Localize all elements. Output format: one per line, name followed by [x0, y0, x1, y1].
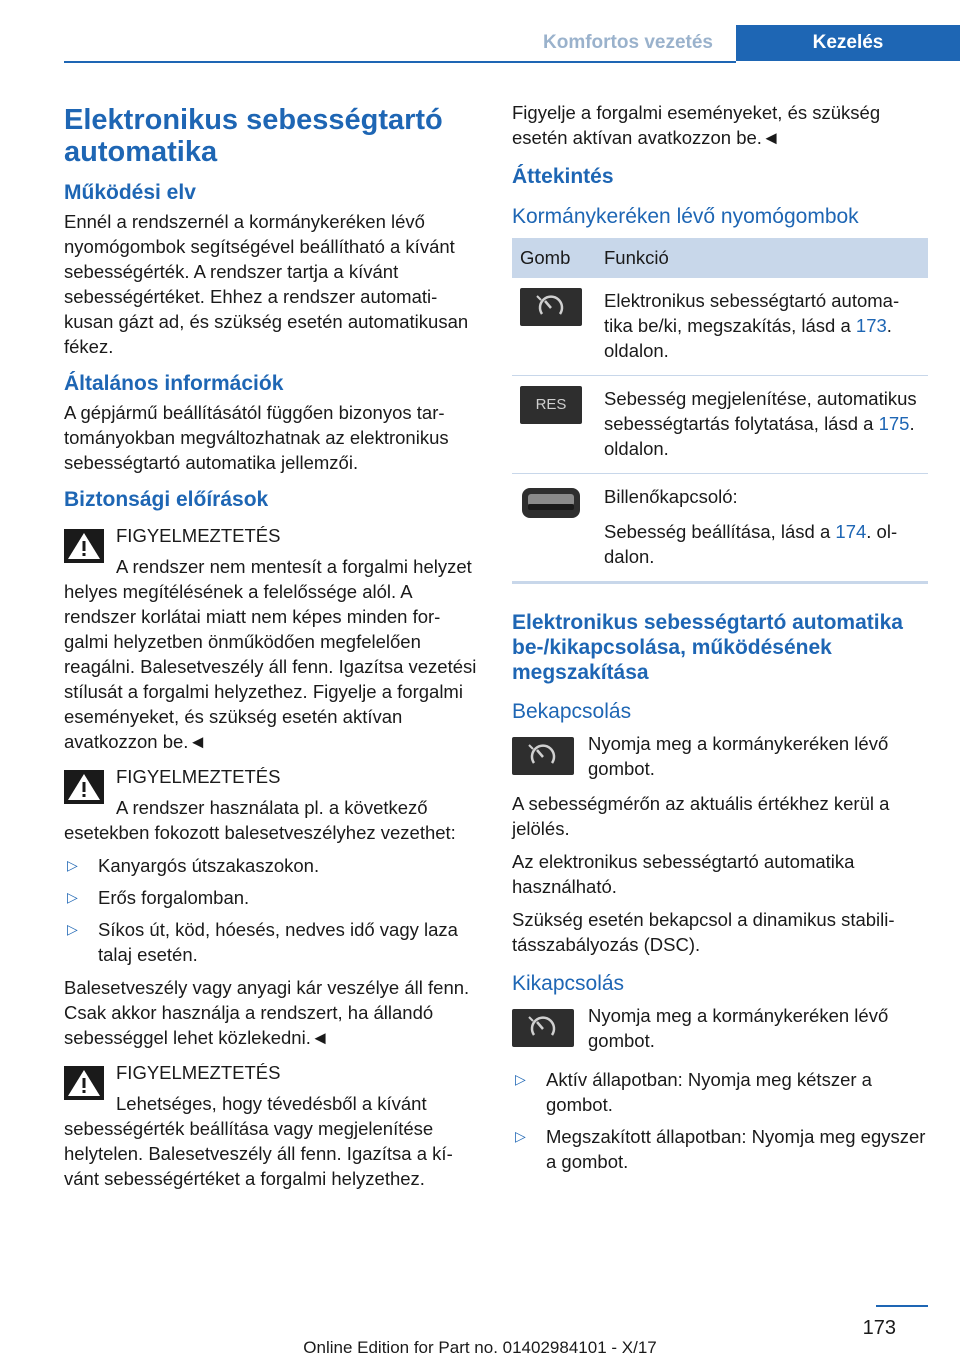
- page-ref-link[interactable]: 173: [855, 315, 887, 336]
- warning-title: FIGYELMEZTETÉS: [116, 766, 281, 787]
- on-instruction-text: Nyomja meg a kormánykeréken lévő gombot.: [588, 733, 889, 779]
- off-instruction-text: Nyomja meg a kormánykeréken lévő gombot.: [588, 1005, 889, 1051]
- page-number: 173: [862, 1317, 896, 1339]
- on-instruction-row: [512, 731, 928, 783]
- page-header: [0, 25, 960, 61]
- safety-heading: Biztonsági előírások: [64, 488, 269, 511]
- table-header-button: Gomb: [512, 238, 596, 278]
- edition-footer: Online Edition for Part no. 01402984101 - X/17: [303, 1338, 657, 1357]
- left-column: [64, 100, 478, 1199]
- list-item: ▷ Síkos út, köd, hóesés, nedves idő vagy laza talaj esetén.: [67, 919, 458, 965]
- rocker-switch-key-icon: [520, 484, 582, 522]
- triangle-bullet-icon: ▷: [67, 889, 78, 905]
- cruise-control-key-icon: [512, 1009, 574, 1047]
- table-row: [512, 278, 928, 376]
- hazard-conclusion: Balesetveszély vagy anyagi kár veszélye áll fenn. Csak akkor használja a rendszert, ha állandó sebességgel lehet közlekedni.◄: [64, 977, 470, 1048]
- intro-text: Figyelje a forgalmi eseményeket, és szükség esetén aktívan avatkozzon be.◄: [512, 102, 881, 148]
- principle-heading: Működési elv: [64, 181, 196, 204]
- overview-heading: Áttekintés: [512, 165, 614, 188]
- warning-block: [64, 764, 478, 845]
- triangle-bullet-icon: ▷: [67, 857, 78, 873]
- table-row: [512, 474, 928, 583]
- warning-triangle-icon: [64, 770, 104, 804]
- warning-triangle-icon: [64, 1066, 104, 1100]
- off-heading: Kikapcsolás: [512, 972, 625, 995]
- switch-heading: Elektronikus sebességtartó automatika be-/kikapcsolása, működésének megszakítása: [512, 611, 903, 684]
- principle-text: Ennél a rendszernél a kormánykeréken lévő nyomógombok segítségével beállítható a kívánt sebességérték. A rendszer tartja a kívánt sebességértéket. Ehhez a rendszer automatikusan gázt ad, és szükség esetén automatikusan fékez.: [64, 211, 469, 357]
- list-item: ▷ Aktív állapotban: Nyomja meg kétszer a gombot.: [515, 1069, 872, 1115]
- warning-triangle-icon: [64, 529, 104, 563]
- on-text: A sebességmérőn az aktuális értékhez kerül a jelölés.: [512, 793, 890, 839]
- warning-block: [64, 1060, 478, 1191]
- on-text: Az elektronikus sebességtartó automatika használható.: [512, 851, 855, 897]
- warning-text: Lehetséges, hogy tévedésből a kívánt sebességérték beállítása vagy megjelenítése helytelen. Balesetveszély áll fenn. Igazítsa a kívánt sebességértéket a forgalmi helyzethez.: [64, 1093, 453, 1189]
- warning-text: A rendszer nem mentesít a forgalmi helyzet helyes megítélésének a felelőssége alól. A rendszer korlátai miatt nem képes minden forgalmi helyzetben önműködően megfelelően reagálni. Balesetveszély áll fenn. Igazítsa vezetési stílusát a forgalmi helyzethez. Figyelje a forgalmi eseményeket, és szükség esetén aktívan avatkozzon be.◄: [64, 556, 477, 752]
- page-ref-link[interactable]: 175: [878, 413, 910, 434]
- general-text: A gépjármű beállításától függően bizonyos tartományokban megváltozhatnak az elektronikus sebességtartó automatika jellemzői.: [64, 402, 449, 473]
- warning-block: [64, 523, 478, 754]
- header-section: Komfortos vezetés: [543, 32, 713, 53]
- table-row: [512, 376, 928, 474]
- page-ref-link[interactable]: 174: [835, 521, 867, 542]
- list-item: ▷ Kanyargós útszakaszokon.: [67, 855, 320, 876]
- general-heading: Általános információk: [64, 372, 284, 395]
- function-cell: Elektronikus sebességtartó automatika be/ki, megszakítás, lásd a 173. oldalon.: [596, 278, 928, 376]
- off-list: [512, 1067, 928, 1174]
- footer-rule: [876, 1305, 928, 1307]
- on-text: Szükség esetén bekapcsol a dinamikus stabilitásszabályozás (DSC).: [512, 909, 895, 955]
- function-cell: Billenőkapcsoló: Sebesség beállítása, lásd a 174. oldalon.: [596, 474, 928, 583]
- triangle-bullet-icon: ▷: [515, 1128, 526, 1144]
- triangle-bullet-icon: ▷: [515, 1071, 526, 1087]
- cruise-control-key-icon: [520, 288, 582, 326]
- page-title: Elektronikus sebességtartó automatika: [64, 104, 443, 168]
- hazard-list: [64, 853, 478, 967]
- res-key-icon: RES: [520, 386, 582, 424]
- off-instruction-row: [512, 1003, 928, 1055]
- on-heading: Bekapcsolás: [512, 700, 632, 723]
- function-cell: Sebesség megjelenítése, automatikus sebességtartás folytatása, lásd a 175. oldalon.: [596, 376, 928, 474]
- cruise-control-key-icon: [512, 737, 574, 775]
- list-item: ▷ Erős forgalomban.: [67, 887, 250, 908]
- warning-title: FIGYELMEZTETÉS: [116, 1062, 281, 1083]
- warning-text: A rendszer használata pl. a következő esetekben fokozott balesetveszélyhez vezethet:: [64, 797, 456, 843]
- header-rule: [64, 61, 736, 63]
- triangle-bullet-icon: ▷: [67, 921, 78, 937]
- list-item: ▷ Megszakított állapotban: Nyomja meg egyszer a gombot.: [515, 1126, 926, 1172]
- table-header-function: Funkció: [596, 238, 928, 278]
- buttons-table: [512, 238, 928, 584]
- right-column: [512, 100, 928, 1182]
- buttons-heading: Kormánykeréken lévő nyomógombok: [512, 205, 859, 228]
- header-tab[interactable]: Kezelés: [736, 25, 960, 61]
- warning-title: FIGYELMEZTETÉS: [116, 525, 281, 546]
